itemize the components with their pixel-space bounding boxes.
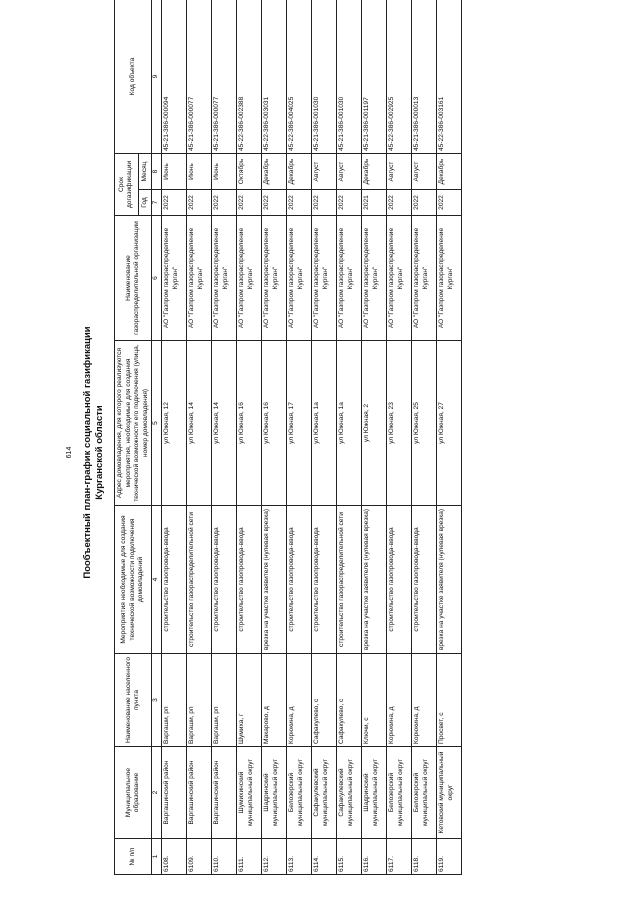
header-month: Месяц: [138, 154, 152, 190]
object-code-cell: 45-22-386-003031: [261, 0, 286, 154]
municipality-cell: Белозерский муниципальный округ: [386, 747, 411, 839]
address-cell: ул Южная, 2: [361, 341, 386, 506]
organization-cell: АО "Газпром газораспределение Курган": [336, 216, 361, 341]
year-cell: 2022: [211, 190, 236, 216]
organization-cell: АО "Газпром газораспределение Курган": [186, 216, 211, 341]
measures-cell: врезка на участке заявителя (нулевая врезка): [436, 506, 461, 654]
column-number: 9: [152, 0, 162, 154]
month-cell: Июнь: [211, 154, 236, 190]
municipality-cell: Белозерский муниципальный округ: [411, 747, 436, 839]
table-row: [436, 0, 461, 875]
header-deadline: Срок догазификации: [115, 154, 139, 216]
row-number: 6116.: [361, 839, 386, 875]
address-cell: ул Южная, 17: [286, 341, 311, 506]
table-row: [311, 0, 336, 875]
month-cell: Июнь: [186, 154, 211, 190]
object-code-cell: 45-22-386-003161: [436, 0, 461, 154]
municipality-cell: Белозерский муниципальный округ: [286, 747, 311, 839]
year-cell: 2022: [411, 190, 436, 216]
municipality-cell: Варгашинский район: [161, 747, 186, 839]
month-cell: Декабрь: [261, 154, 286, 190]
organization-cell: АО "Газпром газораспределение Курган": [211, 216, 236, 341]
organization-cell: АО "Газпром газораспределение Курган": [436, 216, 461, 341]
header-organization: Наименование газораспределительной организации: [115, 216, 152, 341]
row-number: 6109.: [186, 839, 211, 875]
measures-cell: строительство газопровода-ввода: [311, 506, 336, 654]
organization-cell: АО "Газпром газораспределение Курган": [286, 216, 311, 341]
object-code-cell: 45-21-386-000077: [211, 0, 236, 154]
object-code-cell: 45-22-386-002388: [236, 0, 261, 154]
settlement-cell: Корюкина, д: [386, 654, 411, 747]
measures-cell: строительство газораспределительной сети: [336, 506, 361, 654]
row-number: 6113.: [286, 839, 311, 875]
table-row: [211, 0, 236, 875]
year-cell: 2022: [436, 190, 461, 216]
organization-cell: АО "Газпром газораспределение Курган": [411, 216, 436, 341]
year-cell: 2022: [261, 190, 286, 216]
table-row: [411, 0, 436, 875]
municipality-cell: Кетовский муниципальный округ: [436, 747, 461, 839]
column-number: 1: [152, 839, 162, 875]
settlement-cell: Корюкина, д: [286, 654, 311, 747]
row-number: 6114.: [311, 839, 336, 875]
month-cell: Декабрь: [361, 154, 386, 190]
address-cell: ул Южная, 16: [236, 341, 261, 506]
settlement-cell: Шумиха, г: [236, 654, 261, 747]
row-number: 6118.: [411, 839, 436, 875]
municipality-cell: Сафакулевский муниципальный округ: [336, 747, 361, 839]
object-code-cell: 45-21-386-001197: [361, 0, 386, 154]
object-code-cell: 45-21-386-001030: [311, 0, 336, 154]
gasification-plan-table: [114, 0, 462, 875]
municipality-cell: Варгашинский район: [186, 747, 211, 839]
row-number: 6110.: [211, 839, 236, 875]
row-number: 6115.: [336, 839, 361, 875]
measures-cell: строительство газопровода-ввода: [161, 506, 186, 654]
year-cell: 2021: [361, 190, 386, 216]
municipality-cell: Шадринский муниципальный округ: [361, 747, 386, 839]
month-cell: Август: [386, 154, 411, 190]
object-code-cell: 45-21-386-001030: [336, 0, 361, 154]
year-cell: 2022: [386, 190, 411, 216]
header-address: Адрес домовладения, для которого реализуются мероприятия, необходимые для создания технической возможности его подключения (улица, номер домовладения): [115, 341, 152, 506]
month-cell: Август: [336, 154, 361, 190]
measures-cell: строительство газораспределительной сети: [186, 506, 211, 654]
settlement-cell: Корюкина, д: [411, 654, 436, 747]
address-cell: ул Южная, 14: [186, 341, 211, 506]
header-num: № п/п: [115, 839, 152, 875]
address-cell: ул Южная, 12: [161, 341, 186, 506]
settlement-cell: Макарово, д: [261, 654, 286, 747]
row-number: 6117.: [386, 839, 411, 875]
year-cell: 2022: [286, 190, 311, 216]
row-number: 6119.: [436, 839, 461, 875]
month-cell: Август: [311, 154, 336, 190]
settlement-cell: Варгаши, рп: [161, 654, 186, 747]
column-number-row: [152, 0, 162, 875]
column-number: 6: [152, 216, 162, 341]
measures-cell: врезка на участке заявителя (нулевая врезка): [361, 506, 386, 654]
municipality-cell: Шадринский муниципальный округ: [261, 747, 286, 839]
header-year: Год: [138, 190, 152, 216]
month-cell: Июнь: [161, 154, 186, 190]
table-row: [261, 0, 286, 875]
header-object-code: Код объекта: [115, 0, 152, 154]
row-number: 6112.: [261, 839, 286, 875]
settlement-cell: Просвет, с: [436, 654, 461, 747]
year-cell: 2022: [186, 190, 211, 216]
address-cell: ул Южная, 27: [436, 341, 461, 506]
settlement-cell: Сафакулево, с: [311, 654, 336, 747]
column-number: 5: [152, 341, 162, 506]
settlement-cell: Варгаши, рп: [211, 654, 236, 747]
column-number: 4: [152, 506, 162, 654]
address-cell: ул Южная, 25: [411, 341, 436, 506]
document-title: Пообъектный план-график социальной газификации: [82, 326, 93, 579]
measures-cell: строительство газопровода-ввода: [386, 506, 411, 654]
column-number: 3: [152, 654, 162, 747]
month-cell: Декабрь: [436, 154, 461, 190]
address-cell: ул Южная, 1а: [311, 341, 336, 506]
column-number: 2: [152, 747, 162, 839]
header-settlement: Наименование населенного пункта: [115, 654, 152, 747]
object-code-cell: 45-22-386-002925: [386, 0, 411, 154]
table-row: [286, 0, 311, 875]
table-row: [186, 0, 211, 875]
municipality-cell: Шумихинский муниципальный округ: [236, 747, 261, 839]
object-code-cell: 45-22-386-004025: [286, 0, 311, 154]
year-cell: 2022: [311, 190, 336, 216]
municipality-cell: Варгашинский район: [211, 747, 236, 839]
table-row: [386, 0, 411, 875]
settlement-cell: Сафакулево, с: [336, 654, 361, 747]
measures-cell: строительство газопровода-ввода: [211, 506, 236, 654]
table-row: [336, 0, 361, 875]
municipality-cell: Сафакулевский муниципальный округ: [311, 747, 336, 839]
settlement-cell: Варгаши, рп: [186, 654, 211, 747]
measures-cell: строительство газопровода-ввода: [236, 506, 261, 654]
address-cell: ул Южная, 23: [386, 341, 411, 506]
month-cell: Октябрь: [236, 154, 261, 190]
document-subtitle: Курганской области: [94, 405, 105, 500]
object-code-cell: 45-21-386-000077: [186, 0, 211, 154]
organization-cell: АО "Газпром газораспределение Курган": [386, 216, 411, 341]
row-number: 6111.: [236, 839, 261, 875]
organization-cell: АО "Газпром газораспределение Курган": [161, 216, 186, 341]
measures-cell: строительство газопровода-ввода: [411, 506, 436, 654]
organization-cell: АО "Газпром газораспределение Курган": [361, 216, 386, 341]
month-cell: Август: [411, 154, 436, 190]
column-number: 8: [152, 154, 162, 190]
address-cell: ул Южная, 1а: [336, 341, 361, 506]
table-row: [161, 0, 186, 875]
year-cell: 2022: [161, 190, 186, 216]
organization-cell: АО "Газпром газораспределение Курган": [311, 216, 336, 341]
object-code-cell: 45-21-386-000094: [161, 0, 186, 154]
year-cell: 2022: [236, 190, 261, 216]
header-municipality: Муниципальное образование: [115, 747, 152, 839]
measures-cell: строительство газопровода-ввода: [286, 506, 311, 654]
organization-cell: АО "Газпром газораспределение Курган": [236, 216, 261, 341]
month-cell: Декабрь: [286, 154, 311, 190]
organization-cell: АО "Газпром газораспределение Курган": [261, 216, 286, 341]
page-number: 614: [66, 446, 73, 459]
object-code-cell: 45-21-386-000013: [411, 0, 436, 154]
address-cell: ул Южная, 14: [211, 341, 236, 506]
year-cell: 2022: [336, 190, 361, 216]
column-number: 7: [152, 190, 162, 216]
table-row: [236, 0, 261, 875]
settlement-cell: Ключи, с: [361, 654, 386, 747]
row-number: 6108.: [161, 839, 186, 875]
table-row: [361, 0, 386, 875]
header-measures: Мероприятия необходимые для создания технической возможности подключения домовладений: [115, 506, 152, 654]
measures-cell: врезка на участке заявителя (нулевая врезка): [261, 506, 286, 654]
address-cell: ул Южная, 16: [261, 341, 286, 506]
